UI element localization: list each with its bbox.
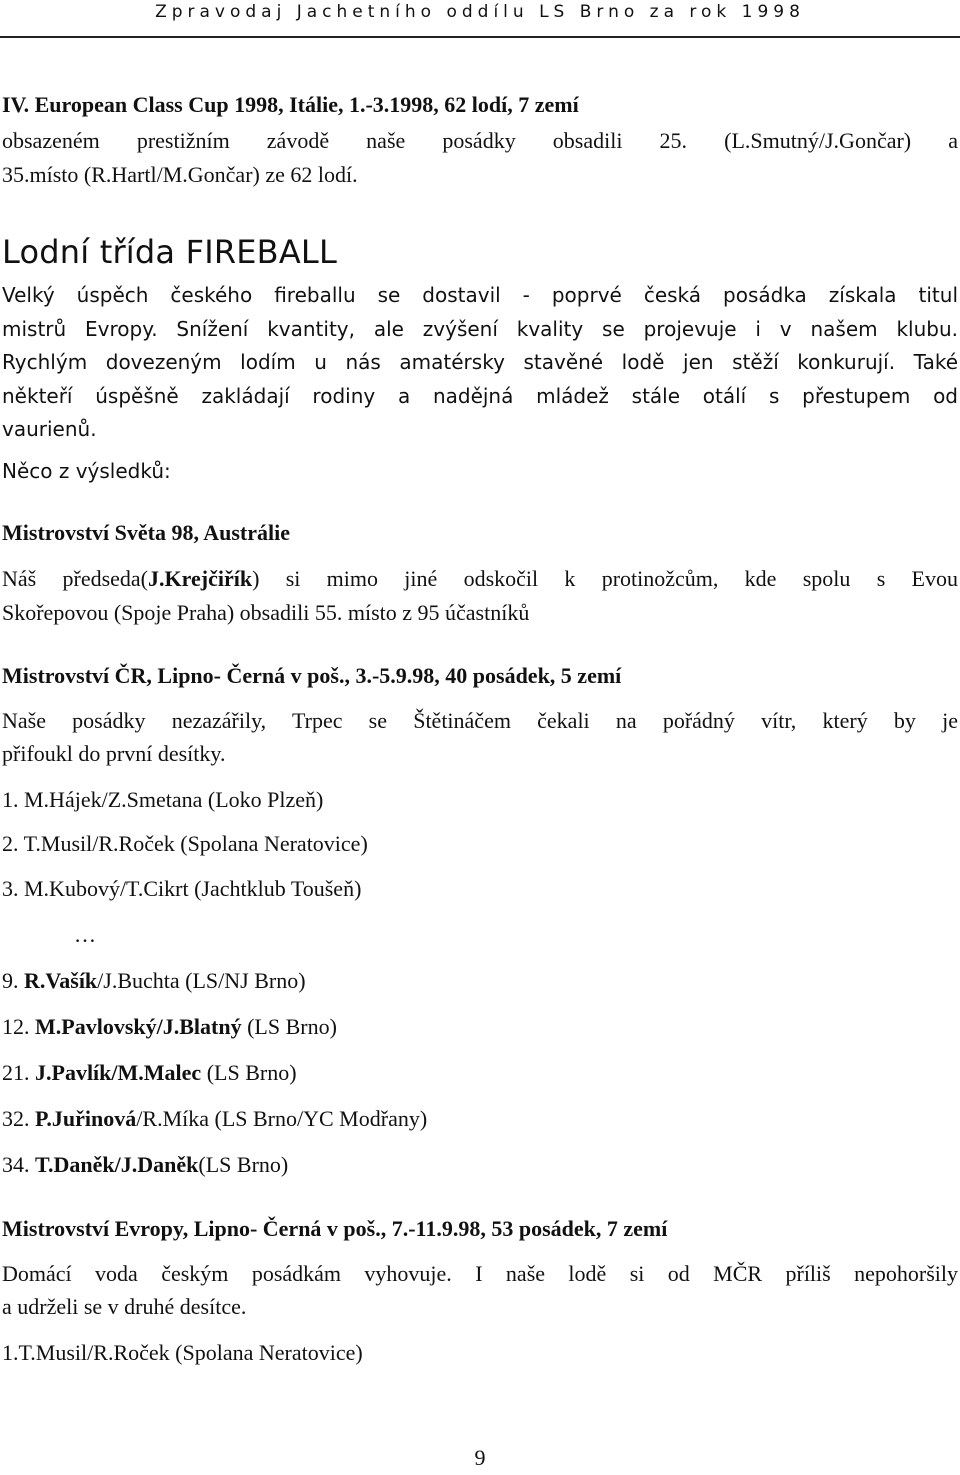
world-text-name: J.Krejčiřík [148,566,253,591]
cr-result-2: 2. T.Musil/R.Roček (Spolana Neratovice) [2,831,368,856]
europe-result-1: 1.T.Musil/R.Roček (Spolana Neratovice) [2,1340,363,1365]
rank: 32. [2,1106,35,1131]
world-text-c: ) si mimo jiné odskočil k protinožcům, kde spolu s Evou [252,566,958,591]
fireball-para-line-4: někteří úspěšně zakládají rodiny a nadějná mládež stále otálí s přestupem od [2,384,958,408]
europe-championship-title: Mistrovství Evropy, Lipno- Černá v poš., 7.-11.9.98, 53 posádek, 7 zemí [2,1216,668,1241]
crew-bold: T.Daněk/J.Daněk [35,1152,199,1177]
crew-bold: R.Vašík [24,968,98,993]
cr-championship-title: Mistrovství ČR, Lipno- Černá v poš., 3.-5.9.98, 40 posádek, 5 zemí [2,663,622,688]
europe-text-line-1: Domácí voda českým posádkám vyhovuje. I naše lodě si od MČR příliš nepohoršily [2,1261,958,1286]
cr-result-32 [2,1106,427,1132]
results-intro: Něco z výsledků: [2,459,171,483]
fireball-para-line-5: vaurienů. [2,417,97,441]
ecc-text-line-1: obsazeném prestižním závodě naše posádky obsadili 25. (L.Smutný/J.Gončar) a [2,128,958,153]
rank: 9. [2,968,24,993]
rank: 12. [2,1014,35,1039]
crew-bold: P.Juřinová [35,1106,137,1131]
cr-result-34 [2,1152,288,1178]
cr-result-21 [2,1060,297,1086]
rank: 21. [2,1060,35,1085]
cr-result-12 [2,1014,337,1040]
world-championship-title: Mistrovství Světa 98, Austrálie [2,520,291,545]
ecc-text-line-2: 35.místo (R.Hartl/M.Gončar) ze 62 lodí. [2,162,358,187]
world-text-line-1 [2,566,958,592]
section-heading-fireball: Lodní třída FIREBALL [2,233,337,271]
cr-results-ellipsis: … [74,922,96,947]
running-header: Zpravodaj Jachetního oddílu LS Brno za rok 1998 [155,2,805,22]
ecc-title: IV. European Class Cup 1998, Itálie, 1.-3.1998, 62 lodí, 7 zemí [2,92,579,117]
fireball-para-line-2: mistrů Evropy. Snížení kvantity, ale zvýšení kvality se projevuje i v našem klubu. [2,317,958,341]
fireball-para-line-3: Rychlým dovezeným lodím u nás amatérsky stavěné lodě jen stěží konkurují. Také [2,350,958,374]
crew-rest: (LS Brno) [201,1060,297,1085]
europe-text-line-2: a udrželi se v druhé desítce. [2,1294,247,1319]
cr-result-9 [2,968,306,994]
cr-result-1: 1. M.Hájek/Z.Smetana (Loko Plzeň) [2,787,324,812]
crew-rest: (LS Brno) [198,1152,289,1177]
page-number: 9 [474,1445,486,1470]
crew-rest: /R.Míka (LS Brno/YC Modřany) [136,1106,428,1131]
cr-result-3: 3. M.Kubový/T.Cikrt (Jachtklub Toušeň) [2,876,362,901]
header-divider [0,36,960,38]
crew-rest: /J.Buchta (LS/NJ Brno) [97,968,306,993]
rank: 34. [2,1152,35,1177]
crew-rest: (LS Brno) [241,1014,337,1039]
crew-bold: M.Pavlovský/J.Blatný [35,1014,242,1039]
cr-text-line-2: přifoukl do první desítky. [2,741,226,766]
world-text-line-2: Skořepovou (Spoje Praha) obsadili 55. místo z 95 účastníků [2,600,530,625]
crew-bold: J.Pavlík/M.Malec [35,1060,202,1085]
cr-text-line-1: Naše posádky nezazářily, Trpec se Štětináčem čekali na pořádný vítr, který by je [2,708,958,733]
world-text-a: Náš předseda( [2,566,149,591]
fireball-para-line-1: Velký úspěch českého fireballu se dostavil - poprvé česká posádka získala titul [2,283,958,307]
